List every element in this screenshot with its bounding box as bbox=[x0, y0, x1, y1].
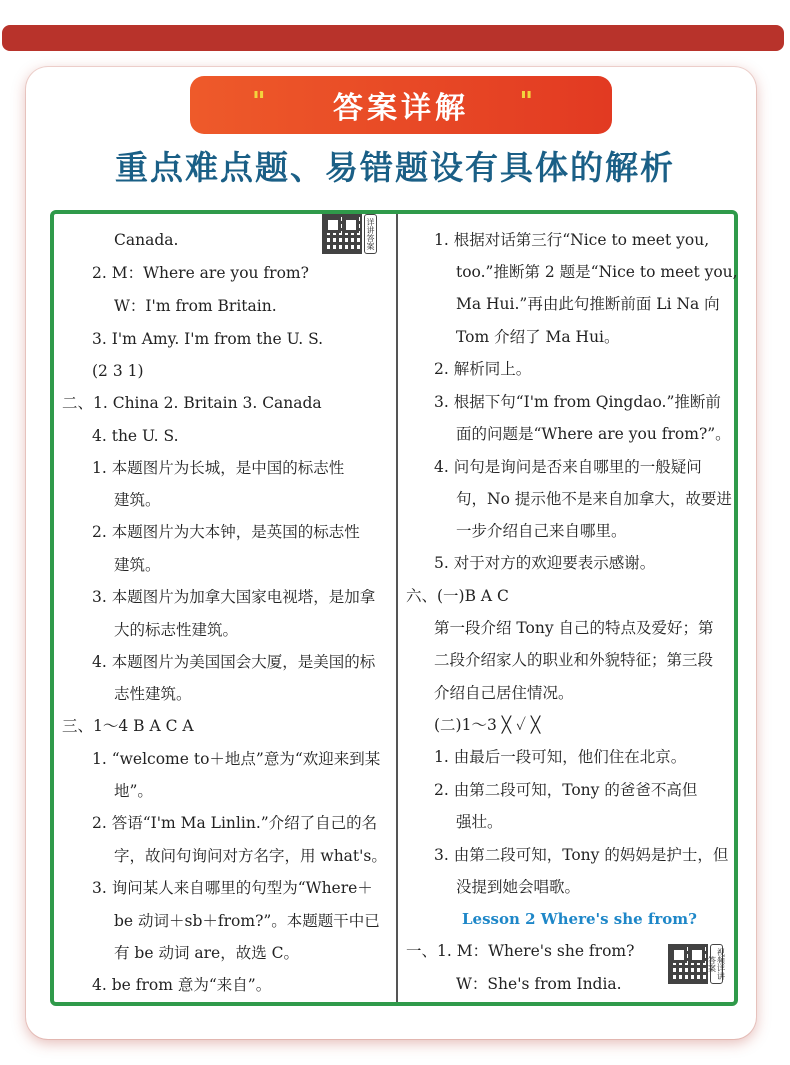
answer-line: too.”推断第 2 题是“Nice to meet you, bbox=[456, 263, 738, 281]
qr-label-top: 详讲答案 bbox=[364, 214, 377, 254]
answer-line: 2. M：Where are you from? bbox=[92, 264, 309, 282]
answer-line: 1. 由最后一段可知，他们住在北京。 bbox=[434, 748, 687, 766]
answer-line: 2. 答语“I'm Ma Linlin.”介绍了自己的名 bbox=[92, 814, 378, 832]
answer-line: 3. 根据下句“I'm from Qingdao.”推断前 bbox=[434, 393, 721, 411]
answer-line: 一步介绍自己来自哪里。 bbox=[456, 522, 627, 540]
qr-code-top[interactable] bbox=[322, 214, 378, 254]
quote-mark-left: " bbox=[252, 87, 269, 117]
answer-line: 1. 本题图片为长城，是中国的标志性 bbox=[92, 459, 345, 477]
answer-line: 1. “welcome to＋地点”意为“欢迎来到某 bbox=[92, 750, 381, 768]
answer-line: W：She's from India. bbox=[456, 975, 622, 993]
qr-code-bottom[interactable] bbox=[668, 944, 724, 984]
banner-title: 答案详解 bbox=[333, 91, 469, 126]
answer-line: 强壮。 bbox=[456, 813, 503, 831]
answer-line: (二)1～3 ╳ ✓ ╳ bbox=[434, 716, 541, 734]
answer-line: Canada. bbox=[114, 231, 179, 249]
answer-line: 第一段介绍 Tony 自己的特点及爱好；第 bbox=[434, 619, 714, 637]
answer-line: 4. 本题图片为美国国会大厦，是美国的标 bbox=[92, 653, 376, 671]
answer-line: 六、(一)B A C bbox=[406, 587, 509, 605]
answer-line: 建筑。 bbox=[114, 556, 161, 574]
answer-line: 2. 解析同上。 bbox=[434, 360, 532, 378]
answer-line: 二段介绍家人的职业和外貌特征；第三段 bbox=[434, 651, 714, 669]
answer-line: 3. 本题图片为加拿大国家电视塔，是加拿 bbox=[92, 588, 376, 606]
answer-line: 地”。 bbox=[114, 782, 153, 800]
answer-line: 二、1. China 2. Britain 3. Canada bbox=[62, 394, 322, 412]
answer-panel bbox=[50, 210, 738, 1006]
column-divider bbox=[396, 214, 398, 1002]
title-banner bbox=[190, 76, 612, 134]
answer-line: 4. the U. S. bbox=[92, 427, 179, 445]
answer-line: 字，故问句询问对方名字，用 what's。 bbox=[114, 847, 387, 865]
answer-line: 4. be from 意为“来自”。 bbox=[92, 976, 272, 994]
answer-line: Ma Hui.”再由此句推断前面 Li Na 向 bbox=[456, 295, 720, 313]
answer-line: 一、1. M：Where's she from? bbox=[406, 942, 635, 960]
answer-line: W：I'm from Britain. bbox=[114, 297, 277, 315]
answer-line: (2 3 1) bbox=[92, 362, 144, 380]
answer-line: 建筑。 bbox=[114, 491, 161, 509]
answer-line: Tom 介绍了 Ma Hui。 bbox=[456, 328, 620, 346]
answer-line: 3. 询问某人来自哪里的句型为“Where＋ bbox=[92, 879, 373, 897]
answer-line: 没提到她会唱歌。 bbox=[456, 878, 581, 896]
page-subtitle: 重点难点题、易错题设有具体的解析 bbox=[115, 148, 675, 187]
answer-line: 2. 本题图片为大本钟，是英国的标志性 bbox=[92, 523, 360, 541]
answer-line: 有 be 动词 are，故选 C。 bbox=[114, 944, 299, 962]
answer-line: 大的标志性建筑。 bbox=[114, 621, 239, 639]
answer-line: 志性建筑。 bbox=[114, 685, 192, 703]
quote-mark-right: " bbox=[519, 87, 536, 117]
answer-line: 5. 对于对方的欢迎要表示感谢。 bbox=[434, 554, 656, 572]
answer-line: 介绍自己居住情况。 bbox=[434, 684, 574, 702]
answer-line: 句，No 提示他不是来自加拿大，故要进 bbox=[456, 490, 732, 508]
answer-line: 三、1～4 B A C A bbox=[62, 717, 194, 735]
answer-line: 1. 根据对话第三行“Nice to meet you, bbox=[434, 231, 710, 249]
top-red-bar bbox=[2, 25, 784, 51]
lesson-heading: Lesson 2 Where's she from? bbox=[462, 910, 697, 928]
qr-code-icon bbox=[322, 214, 362, 254]
qr-label-bottom: 视频详讲答案 bbox=[710, 944, 723, 984]
answer-line: 3. I'm Amy. I'm from the U. S. bbox=[92, 330, 324, 348]
answer-line: 3. 由第二段可知，Tony 的妈妈是护士，但 bbox=[434, 846, 729, 864]
answer-line: 2. 由第二段可知，Tony 的爸爸不高但 bbox=[434, 781, 698, 799]
answer-line: 面的问题是“Where are you from?”。 bbox=[456, 425, 731, 443]
qr-code-icon bbox=[668, 944, 708, 984]
answer-line: 4. 问句是询问是否来自哪里的一般疑问 bbox=[434, 458, 702, 476]
answer-line: be 动词＋sb＋from?”。本题题干中已 bbox=[114, 912, 380, 930]
